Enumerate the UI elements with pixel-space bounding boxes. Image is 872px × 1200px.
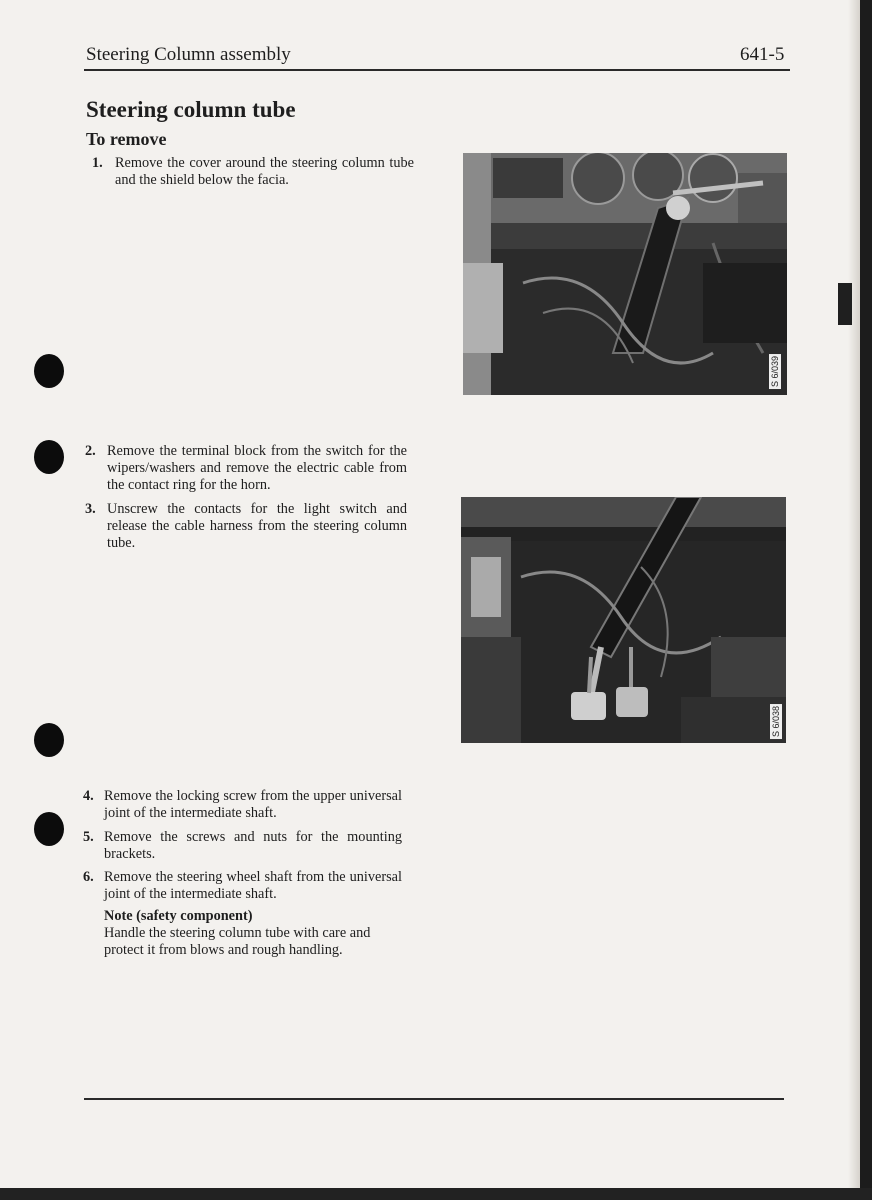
step-number: 5.: [83, 829, 94, 845]
figure-label: S 6/039: [770, 355, 780, 387]
figure-label: S 6/038: [771, 705, 781, 737]
binder-hole: [34, 354, 64, 388]
step-number: 4.: [83, 788, 94, 804]
safety-note: [104, 908, 404, 959]
page-edge-shadow: [848, 0, 860, 1200]
figure-photo-s6-038: [461, 497, 786, 743]
page-number: 641-5: [740, 44, 785, 65]
step-text: Remove the steering wheel shaft from the universal joint of the intermediate shaft.: [104, 869, 402, 902]
step-number: 3.: [85, 501, 96, 517]
step-text: Remove the cover around the steering column tube and the shield below the facia.: [115, 155, 414, 188]
step-number: 6.: [83, 869, 94, 885]
step-text: Unscrew the contacts for the light switch and release the cable harness from the steering column tube.: [107, 501, 407, 551]
step-number: 2.: [85, 443, 96, 459]
header-title: Steering Column assembly: [86, 44, 291, 65]
section-title: Steering column tube: [86, 97, 296, 122]
binder-hole: [34, 723, 64, 757]
photo-pedals-image: [461, 497, 786, 743]
note-title: Note (safety component): [104, 908, 253, 924]
header-rule: [84, 69, 790, 71]
thumb-index-tab: [838, 283, 852, 325]
step-text: Remove the screws and nuts for the mounting brackets.: [104, 829, 402, 862]
scan-bottom-edge: [0, 1188, 872, 1200]
step-text: Remove the terminal block from the switch for the wipers/washers and remove the electric cable from the contact ring for the horn.: [107, 443, 407, 493]
photo-dashboard-image: [463, 153, 787, 395]
step-text: Remove the locking screw from the upper universal joint of the intermediate shaft.: [104, 788, 402, 821]
footer-rule: [84, 1098, 784, 1100]
binder-hole: [34, 440, 64, 474]
note-text: Handle the steering column tube with care and protect it from blows and rough handling.: [104, 925, 371, 958]
step-number: 1.: [92, 155, 103, 171]
section-subtitle: To remove: [86, 129, 167, 149]
figure-photo-s6-039: [463, 153, 787, 395]
binder-hole: [34, 812, 64, 846]
